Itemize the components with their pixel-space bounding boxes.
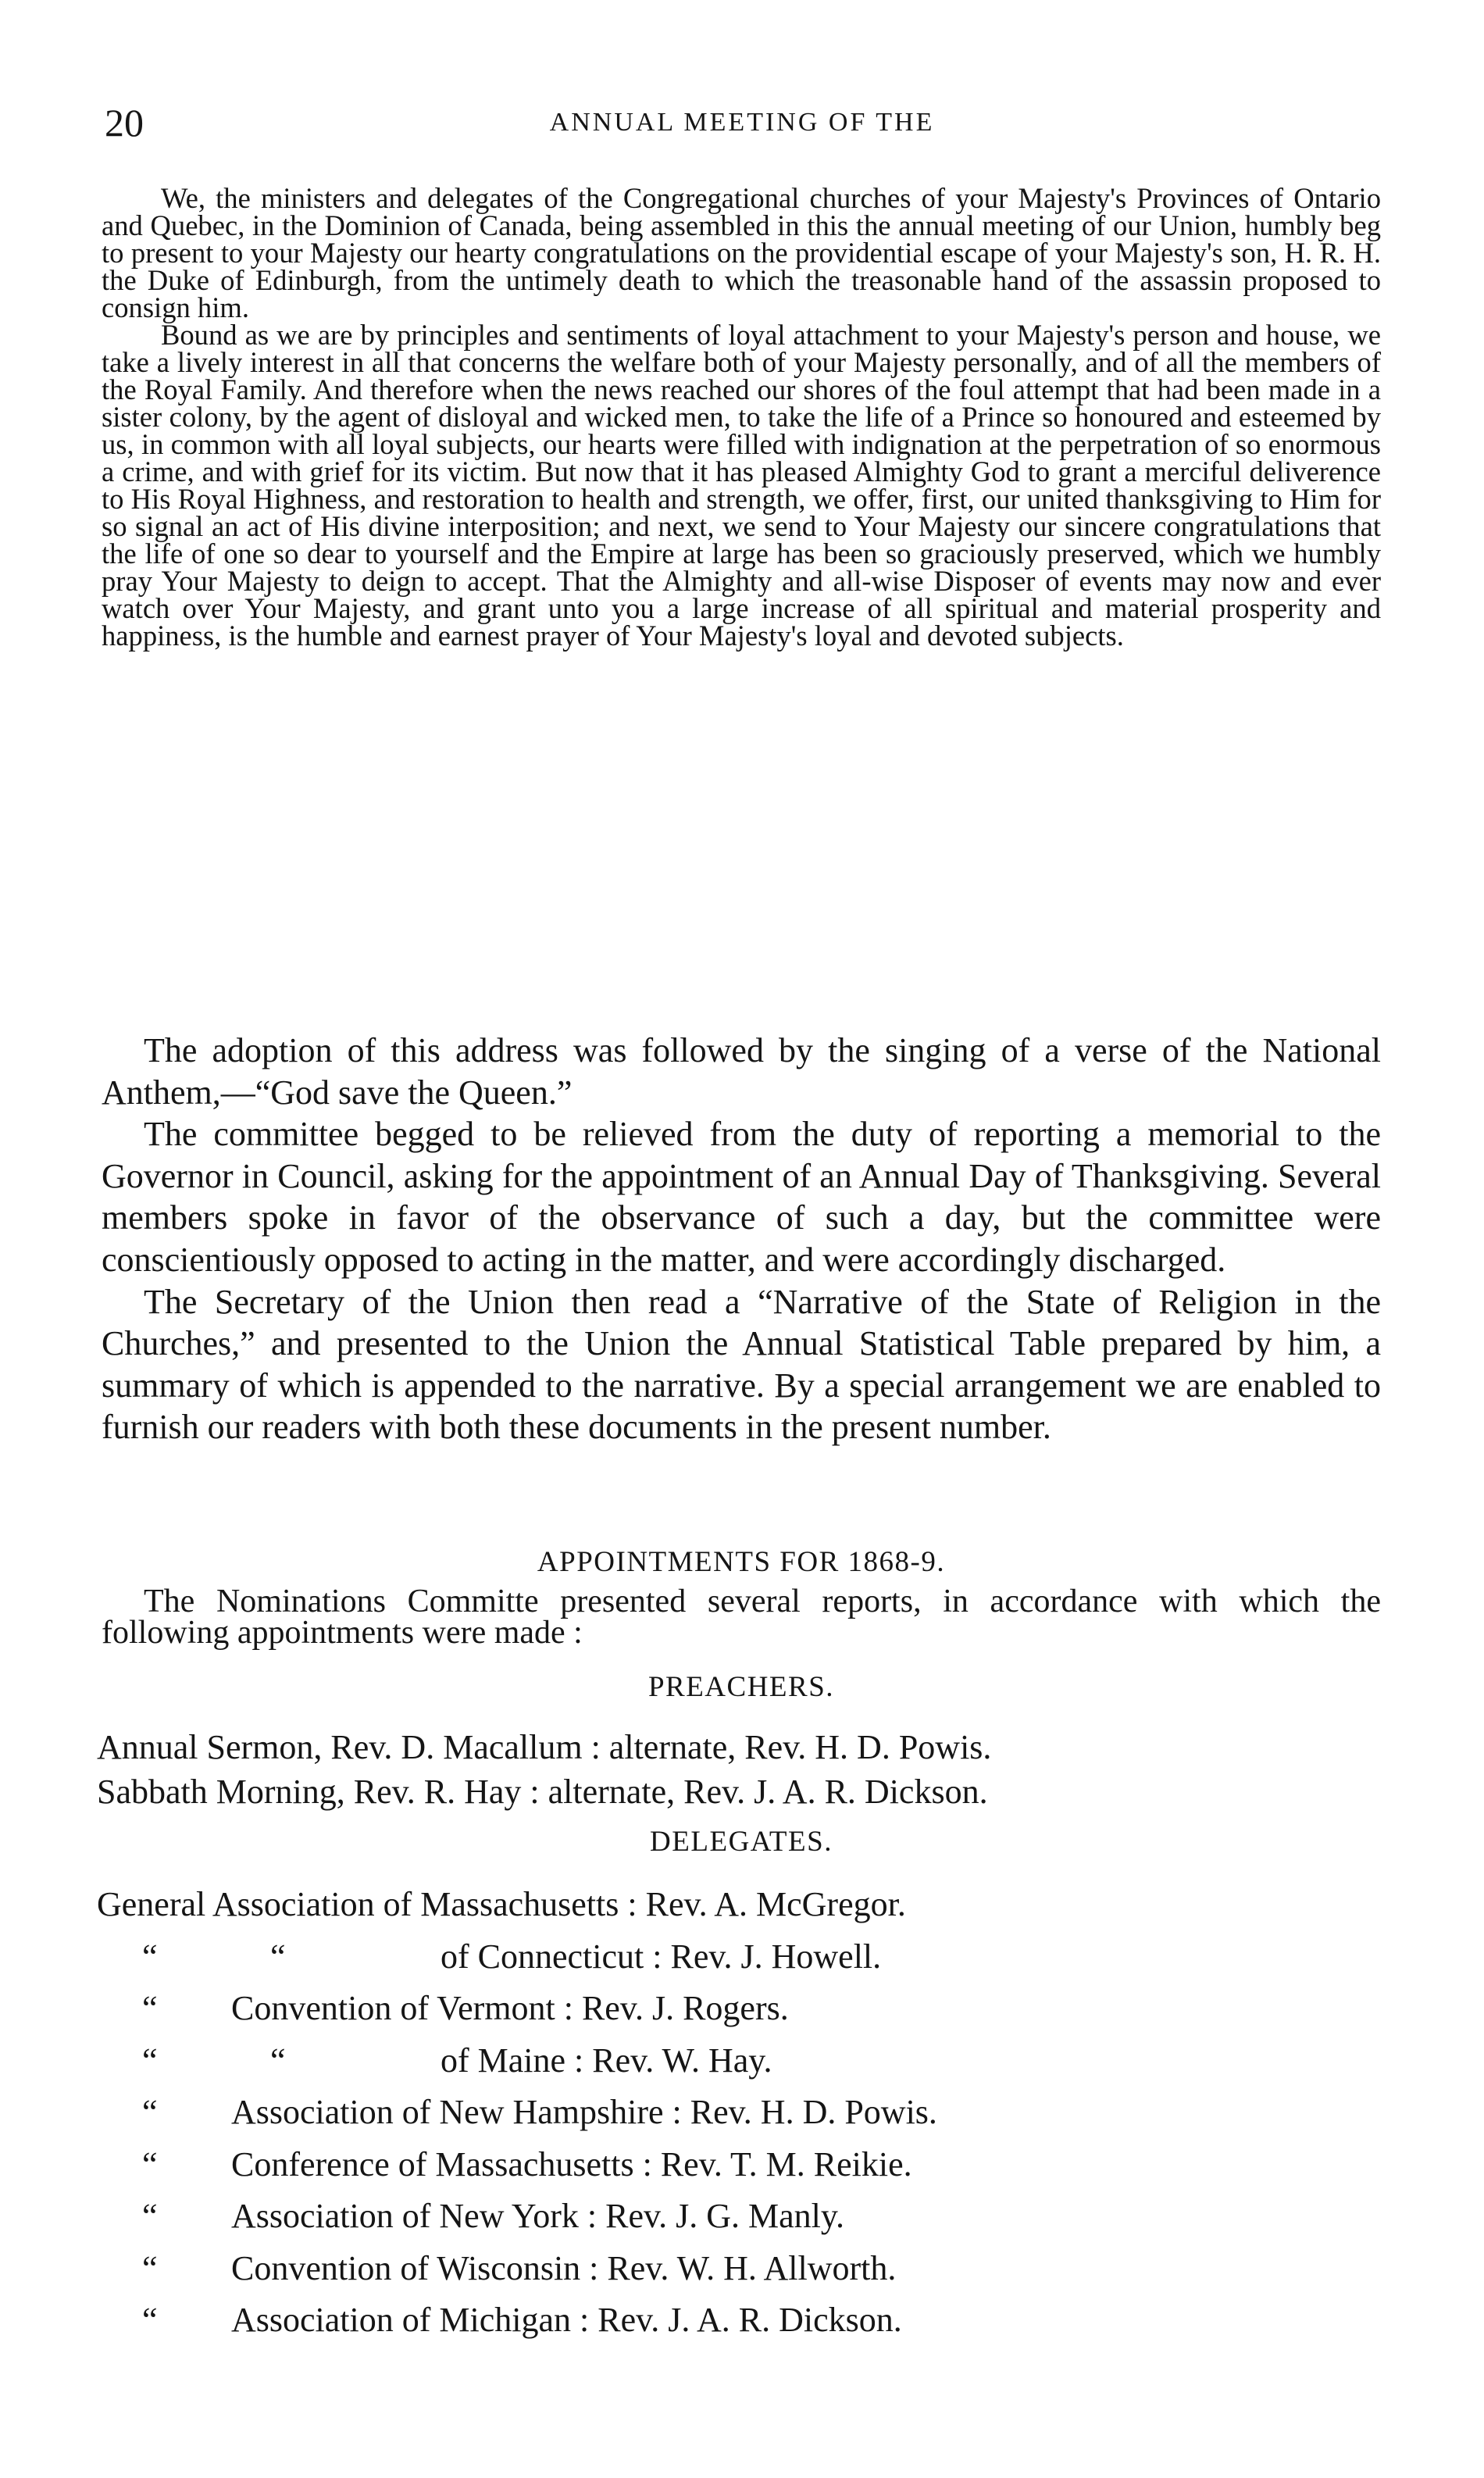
delegates-heading: DELEGATES. (650, 1826, 833, 1858)
address-paragraph: We, the ministers and delegates of the Congregational churches of your Majesty's Provinces of Ontario and Quebec, in the Dominion of Canada, being assembled in this the annual meeting of our Union, humbly beg to present to your Majesty our hearty congratulations on the providential escape of your Majesty's son, H. R. H. the Duke of Edinburgh, from the untimely death to which the treasonable hand of the assassin proposed to consign him. (102, 182, 1381, 323)
loyal-address (102, 182, 1381, 652)
ditto-mark: “ (142, 2197, 158, 2235)
delegate-text: Conference of Massachusetts : Rev. T. M. Reikie. (231, 2144, 912, 2183)
preachers-list (97, 1725, 1386, 1814)
ditto-mark: “ (270, 1937, 286, 1976)
ditto-mark: “ (142, 2144, 158, 2183)
delegate-row (97, 1983, 1386, 2035)
appointments-heading: APPOINTMENTS FOR 1868-9. (537, 1546, 946, 1578)
delegate-text: General Association of Massachusetts : Rev. A. McGregor. (97, 1885, 906, 1923)
ditto-mark: “ (142, 1989, 158, 2027)
running-head: ANNUAL MEETING OF THE (549, 108, 935, 137)
ditto-mark: “ (270, 2041, 286, 2080)
appointments-intro: The Nominations Committe presented several reports, in accordance with which the following appointments were made : (102, 1584, 1381, 1651)
delegate-row (97, 2191, 1386, 2243)
delegate-text: Convention of Wisconsin : Rev. W. H. Allworth. (231, 2248, 897, 2287)
ditto-mark: “ (142, 2248, 158, 2287)
body-paragraph: The adoption of this address was followed by the singing of a verse of the National Anthem,—“God save the Queen.” (102, 1031, 1381, 1112)
delegate-row (97, 2087, 1386, 2139)
ditto-mark: “ (142, 1937, 158, 1976)
delegate-text: Association of New Hampshire : Rev. H. D. Powis. (231, 2093, 937, 2131)
page-number: 20 (105, 101, 144, 145)
delegate-row (97, 2139, 1386, 2191)
delegate-text: Association of New York : Rev. J. G. Manly. (231, 2197, 845, 2235)
delegate-row (97, 2294, 1386, 2347)
delegate-row (97, 2035, 1386, 2087)
ditto-mark: “ (142, 2301, 158, 2339)
ditto-mark: “ (142, 2041, 158, 2080)
ditto-mark: “ (142, 2093, 158, 2131)
delegate-row (97, 1879, 1386, 1931)
delegate-row (97, 1931, 1386, 1983)
delegate-text: Convention of Vermont : Rev. J. Rogers. (231, 1989, 789, 2027)
body-paragraph: The Secretary of the Union then read a “Narrative of the State of Religion in the Churches,” and presented to the Union the Annual Statistical Table prepared by him, a summary of which is appended to the narrative. By a special arrangement we are enabled to furnish our readers with both these documents in the present number. (102, 1282, 1381, 1447)
delegate-text: of Maine : Rev. W. Hay. (441, 2041, 772, 2080)
delegate-text: of Connecticut : Rev. J. Howell. (441, 1937, 882, 1976)
delegate-row (97, 2243, 1386, 2295)
body-paragraph: The committee begged to be relieved from the duty of reporting a memorial to the Governor in Council, asking for the appointment of an Annual Day of Thanksgiving. Several members spoke in favor of the observance of such a day, but the committee were conscientiously opposed to acting in the matter, and were accordingly discharged. (102, 1115, 1381, 1279)
delegate-text: Association of Michigan : Rev. J. A. R. Dickson. (231, 2301, 902, 2339)
page-header (105, 100, 1379, 147)
delegates-list (97, 1879, 1386, 2347)
address-paragraph: Bound as we are by principles and sentiments of loyal attachment to your Majesty's person and house, we take a lively interest in all that concerns the welfare both of your Majesty personally, and of all the members of the Royal Family. And therefore when the news reached our shores of the foul attempt that had been made in a sister colony, by the agent of disloyal and wicked men, to take the life of a Prince so honoured and esteemed by us, in common with all loyal subjects, our hearts were filled with indignation at the perpetration of so enormous a crime, and with grief for its victim. But now that it has pleased Almighty God to grant a merciful deliverence to His Royal Highness, and restoration to health and strength, we offer, first, our united thanksgiving to Him for so signal an act of His divine interposition; and next, we send to Your Majesty our sincere congratulations that the life of one so dear to yourself and the Empire at large has been so graciously preserved, which we humbly pray Your Majesty to deign to accept. That the Almighty and all-wise Disposer of events may now and ever watch over Your Majesty, and grant unto you a large increase of all spiritual and material prosperity and happiness, is the humble and earnest prayer of Your Majesty's loyal and devoted subjects. (102, 319, 1381, 652)
appointments-intro-block (102, 1584, 1381, 1651)
minutes-body (102, 1030, 1381, 1448)
preacher-line: Sabbath Morning, Rev. R. Hay : alternate, Rev. J. A. R. Dickson. (97, 1773, 988, 1811)
preachers-heading: PREACHERS. (647, 1671, 835, 1703)
preacher-line: Annual Sermon, Rev. D. Macallum : alternate, Rev. H. D. Powis. (97, 1728, 992, 1766)
